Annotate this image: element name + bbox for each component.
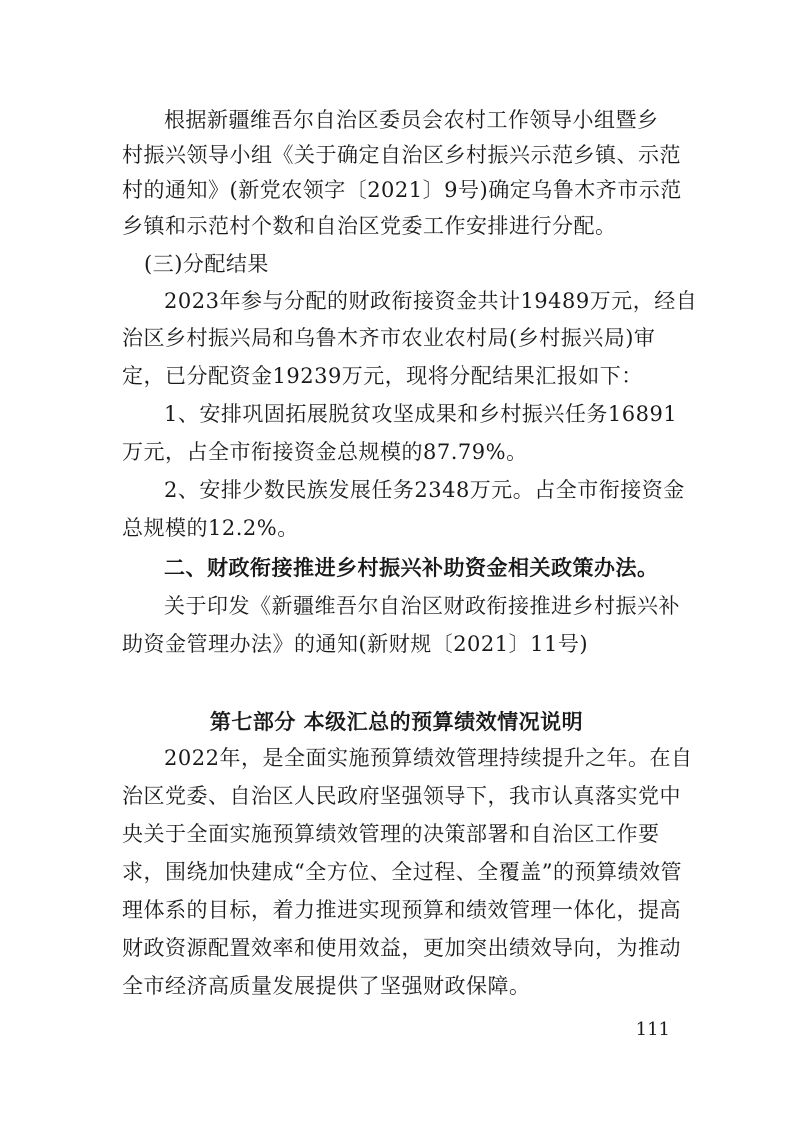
paragraph-line: 治区乡村振兴局和乌鲁木齐市农业农村局(乡村振兴局)审	[122, 326, 656, 350]
list-item-line: 总规模的12.2%。	[122, 516, 299, 540]
section-heading: 二、财政衔接推进乡村振兴补助资金相关政策办法。	[164, 555, 659, 580]
list-item-line: 万元，占全市衔接资金总规模的87.79%。	[122, 440, 528, 464]
list-item-line: 2、安排少数民族发展任务2348万元。占全市衔接资金	[164, 478, 685, 502]
paragraph-line: 助资金管理办法》的通知(新财规〔2021〕11号)	[122, 632, 589, 656]
part-title: 第七部分 本级汇总的预算绩效情况说明	[209, 710, 584, 734]
paragraph-line: 财政资源配置效率和使用效益，更加突出绩效导向，为推动	[122, 936, 681, 960]
paragraph-line: 央关于全面实施预算绩效管理的决策部署和自治区工作要	[122, 822, 660, 846]
paragraph-line: 理体系的目标，着力推进实现预算和绩效管理一体化，提高	[122, 898, 681, 922]
page-number: 111	[635, 1019, 670, 1040]
paragraph-line: 乡镇和示范村个数和自治区党委工作安排进行分配。	[122, 214, 617, 238]
paragraph-line: 全市经济高质量发展提供了坚强财政保障。	[122, 974, 531, 998]
paragraph-line: 2023年参与分配的财政衔接资金共计19489万元，经自	[164, 289, 698, 313]
paragraph-line: 村的通知》(新党农领字〔2021〕9号)确定乌鲁木齐市示范	[122, 178, 682, 202]
paragraph-line: 求，围绕加快建成“全方位、全过程、全覆盖”的预算绩效管	[122, 860, 682, 884]
paragraph-line: 根据新疆维吾尔自治区委员会农村工作领导小组暨乡	[164, 108, 659, 132]
paragraph-line: 定，已分配资金19239万元，现将分配结果汇报如下：	[122, 364, 643, 388]
paragraph-line: 治区党委、自治区人民政府坚强领导下，我市认真落实党中	[122, 784, 681, 808]
subsection-heading: (三)分配结果	[144, 252, 269, 276]
paragraph-line: 关于印发《新疆维吾尔自治区财政衔接推进乡村振兴补	[164, 594, 680, 618]
paragraph-line: 2022年，是全面实施预算绩效管理持续提升之年。在自	[164, 746, 693, 770]
list-item-line: 1、安排巩固拓展脱贫攻坚成果和乡村振兴任务16891	[164, 402, 678, 426]
paragraph-line: 村振兴领导小组《关于确定自治区乡村振兴示范乡镇、示范	[122, 143, 681, 167]
